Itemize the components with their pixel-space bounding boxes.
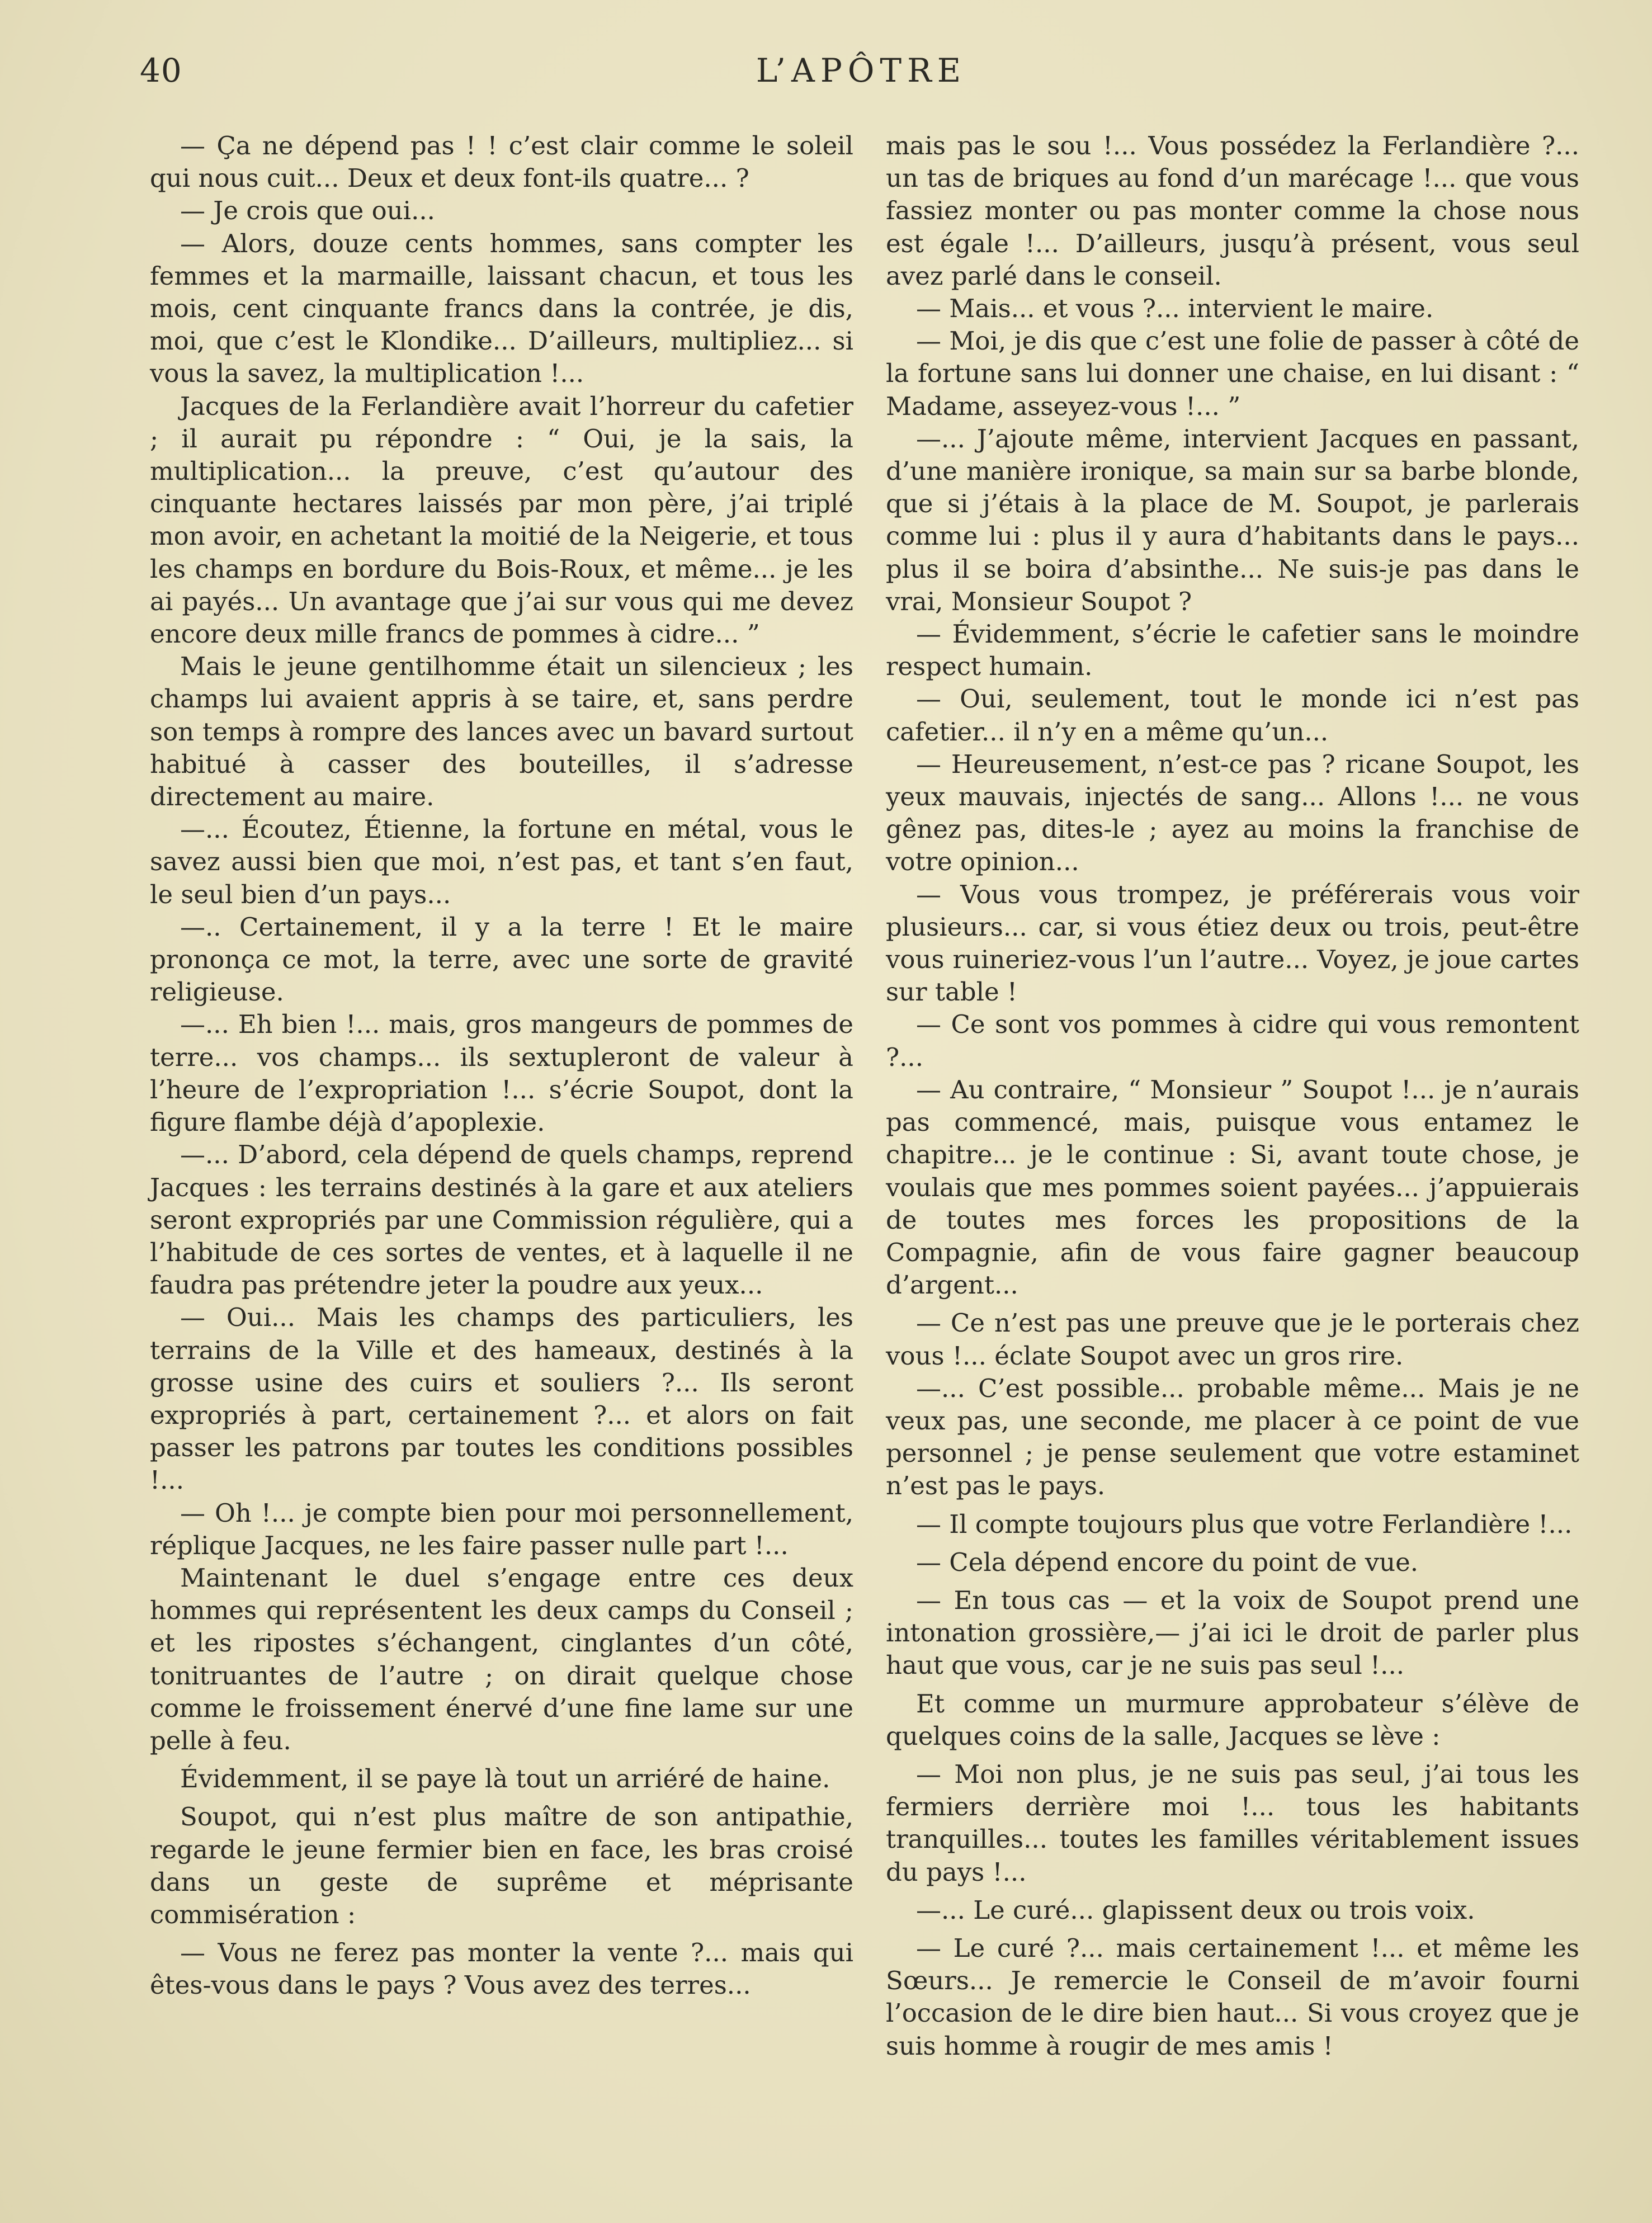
paragraph: — Cela dépend encore du point de vue. bbox=[916, 1547, 1419, 1577]
paragraph: — En tous cas — et la voix de Soupot prend une intonation grossière,— j’ai ici le droit de parler plus haut que vous, car je ne suis pas seul !... bbox=[886, 1585, 1579, 1681]
paragraph: — Ce n’est pas une preuve que je le porterais chez vous !... éclate Soupot avec un gros rire. bbox=[886, 1308, 1579, 1371]
paragraph: —... Écoutez, Étienne, la fortune en métal, vous le savez aussi bien que moi, n’est pas, et tant s’en faut, le seul bien d’un pays... bbox=[150, 814, 853, 909]
paragraph: Jacques de la Ferlandière avait l’horreur du cafetier ; il aurait pu répondre : “ Oui, je la sais, la multiplication... la preuve, c’est qu’autour des cinquante hectares laissés par mon père, j’ai triplé mon avoir, en achetant la moitié de la Neigerie, et tous les champs en bordure du Bois-Roux, et même... je les ai payés... Un avantage que j’ai sur vous qui me devez encore deux mille francs de pommes à cidre... ” bbox=[150, 391, 853, 649]
paragraph: — Au contraire, “ Monsieur ” Soupot !... je n’aurais pas commencé, mais, puisque vous entamez le chapitre... je le continue : Si, avant toute chose, je voulais que mes pommes soient payées... j’appuierais de toutes mes forces les propositions de la Compagnie, afin de vous faire gagner beaucoup d’argent... bbox=[886, 1074, 1579, 1300]
paragraph: — Je crois que oui... bbox=[180, 196, 435, 226]
paragraph: Soupot, qui n’est plus maître de son antipathie, regarde le jeune fermier bien en face, les bras croisé dans un geste de suprême et méprisante commisération : bbox=[150, 1802, 853, 1929]
paragraph: — Vous ne ferez pas monter la vente ?... mais qui êtes-vous dans le pays ? Vous avez des terres... bbox=[150, 1938, 853, 2000]
paragraph: — Vous vous trompez, je préférerais vous voir plusieurs... car, si vous étiez deux ou trois, peut-être vous ruineriez-vous l’un l’autre... Voyez, je joue cartes sur table ! bbox=[886, 879, 1579, 1007]
paragraph: — Ça ne dépend pas ! ! c’est clair comme le soleil qui nous cuit... Deux et deux font-ils quatre... ? bbox=[150, 131, 853, 193]
paragraph: mais pas le sou !... Vous possédez la Ferlandière ?... un tas de briques au fond d’un marécage !... que vous fassiez monter ou pas monter comme la chose nous est égale !... D’ailleurs, jusqu’à présent, vous seul avez parlé dans le conseil. bbox=[886, 131, 1579, 291]
text-column-left bbox=[150, 130, 853, 2002]
paragraph: — Oh !... je compte bien pour moi personnellement, réplique Jacques, ne les faire passer nulle part !... bbox=[150, 1498, 853, 1560]
paragraph: —... Le curé... glapissent deux ou trois voix. bbox=[916, 1895, 1475, 1925]
paragraph: Évidemment, il se paye là tout un arriéré de haine. bbox=[180, 1764, 830, 1794]
paragraph: — Moi non plus, je ne suis pas seul, j’ai tous les fermiers derrière moi !... tous les habitants tranquilles... toutes les familles véritablement issues du pays !... bbox=[886, 1759, 1579, 1887]
paragraph: — Heureusement, n’est-ce pas ? ricane Soupot, les yeux mauvais, injectés de sang... Allons !... ne vous gênez pas, dites-le ; ayez au moins la franchise de votre opinion... bbox=[886, 749, 1579, 877]
running-title: L’APÔTRE bbox=[756, 51, 967, 89]
paragraph: — Évidemment, s’écrie le cafetier sans le moindre respect humain. bbox=[886, 619, 1579, 682]
paragraph: — Oui, seulement, tout le monde ici n’est pas cafetier... il n’y en a même qu’un... bbox=[886, 684, 1579, 747]
paragraph: — Mais... et vous ?... intervient le maire. bbox=[916, 294, 1434, 324]
paragraph: Mais le jeune gentilhomme était un silencieux ; les champs lui avaient appris à se taire, et, sans perdre son temps à rompre des lances avec un bavard surtout habitué à casser des bouteilles, il s’adresse directement au maire. bbox=[150, 652, 853, 812]
paragraph: — Moi, je dis que c’est une folie de passer à côté de la fortune sans lui donner une chaise, en lui disant : “ Madame, asseyez-vous !... ” bbox=[886, 326, 1579, 421]
page-number: 40 bbox=[140, 51, 182, 89]
paragraph: Et comme un murmure approbateur s’élève de quelques coins de la salle, Jacques se lève : bbox=[886, 1688, 1579, 1751]
paragraph: Maintenant le duel s’engage entre ces deux hommes qui représentent les deux camps du Conseil ; et les ripostes s’échangent, cinglantes d’un côté, tonitruantes de l’autre ; on dirait quelque chose comme le froissement énervé d’une fine lame sur une pelle à feu. bbox=[150, 1563, 853, 1755]
paragraph: — Alors, douze cents hommes, sans compter les femmes et la marmaille, laissant chacun, et tous les mois, cent cinquante francs dans la contrée, je dis, moi, que c’est le Klondike... D’ailleurs, multipliez... si vous la savez, la multiplication !... bbox=[150, 228, 853, 389]
paragraph: —... Eh bien !... mais, gros mangeurs de pommes de terre... vos champs... ils sextupleront de valeur à l’heure de l’expropriation !... s’écrie Soupot, dont la figure flambe déjà d’apoplexie. bbox=[150, 1009, 853, 1138]
paragraph: —... C’est possible... probable même... Mais je ne veux pas, une seconde, me placer à ce point de vue personnel ; je pense seulement que votre estaminet n’est pas le pays. bbox=[886, 1373, 1579, 1501]
paragraph: — Le curé ?... mais certainement !... et même les Sœurs... Je remercie le Conseil de m’avoir fourni l’occasion de le dire bien haut... Si vous croyez que je suis homme à rougir de mes amis ! bbox=[886, 1933, 1579, 2061]
paragraph: —... J’ajoute même, intervient Jacques en passant, d’une manière ironique, sa main sur sa barbe blonde, que si j’étais à la place de M. Soupot, je parlerais comme lui : plus il y aura d’habitants dans le pays... plus il se boira d’absinthe... Ne suis-je pas dans le vrai, Monsieur Soupot ? bbox=[886, 423, 1579, 616]
paragraph: —... D’abord, cela dépend de quels champs, reprend Jacques : les terrains destinés à la gare et aux ateliers seront expropriés par une Commission régulière, qui a l’habitude de ces sortes de ventes, et à laquelle il ne faudra pas prétendre jeter la poudre aux yeux... bbox=[150, 1140, 853, 1300]
text-column-right bbox=[886, 130, 1579, 2062]
paragraph: —.. Certainement, il y a la terre ! Et le maire prononça ce mot, la terre, avec une sorte de gravité religieuse. bbox=[150, 912, 853, 1007]
paragraph: — Ce sont vos pommes à cidre qui vous remontent ?... bbox=[886, 1009, 1579, 1072]
paragraph: — Oui... Mais les champs des particuliers, les terrains de la Ville et des hameaux, destinés à la grosse usine des cuirs et souliers ?... Ils seront expropriés à part, certainement ?... et alors on fait passer les patrons par toutes les conditions possibles !... bbox=[150, 1302, 853, 1495]
paragraph: — Il compte toujours plus que votre Ferlandière !... bbox=[916, 1509, 1573, 1539]
page-header bbox=[140, 51, 1583, 102]
